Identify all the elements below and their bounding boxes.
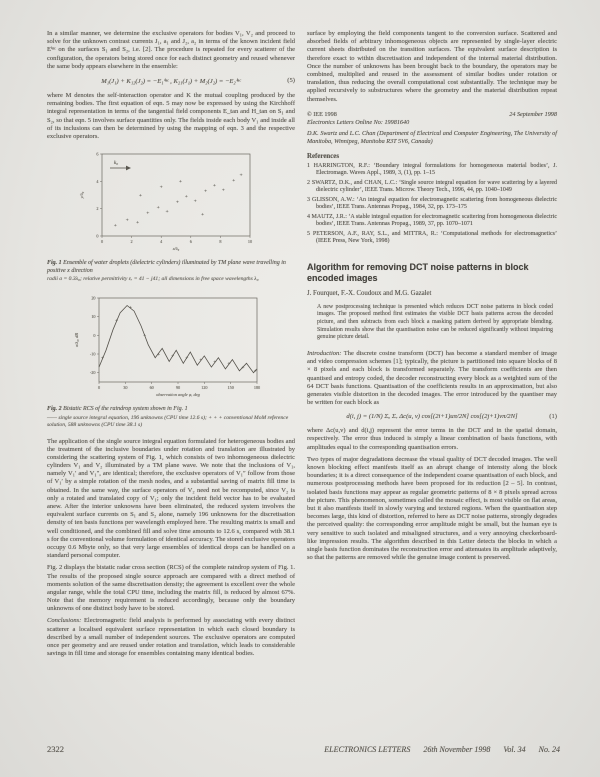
article1-paragraph-4: Fig. 2 displays the bistatic radar cross section (RCS) of the complete raindrop system of Fig. 1. The results of the proposed single source approach are compared with a direct method of moments solution of the same discretisation density; the agreement is excellent over the whole angular range, while the total CPU time, including the matrix fill, is reduced by almost 67%. Note that the memory requirement is reduced accordingly, because only the boundary unknowns of one distinct body have to be stored. (47, 564, 295, 613)
page-number: 2322 (47, 744, 64, 754)
reference-item-4: 4 MAUTZ, J.R.: ‘A stable integral equation for electromagnetic scattering from homogeneous dielectric bodies’, IEEE Trans. Antennas Propag., 1989, 37, pp. 1070–1071 (307, 213, 557, 228)
data-marker: + (146, 210, 150, 217)
data-marker: + (227, 361, 231, 368)
article2-introduction (307, 350, 557, 407)
data-marker: + (175, 199, 180, 206)
article1-paragraph-3: The application of the single source integral equation formulated for heterogeneous bodies and the treatment of the inclusive boundaries under rotation and translation are illustrated by considering the scattering system of Fig. 1, which consists of two inhomogeneous dielectric cylinders V₁ and V₂ illuminated by a TM plane wave. We note that the inclusions of V₁, namely V₁′ and V₁″, are identical; therefore, the exclusive operators of V₁″ follow from those of V₁′ by a simple rotation of the mesh nodes, and a substantial saving of matrix fill time is obtained. In the same way, the surface operators of V₂ need not be recomputed, since V₂ is only a rotated and translated copy of V₁; only the incident field vector has to be evaluated anew. After the interior unknowns have been eliminated, the reduced system involves the equivalent surface currents on S₁ and S₂ alone, namely 196 unknowns for the discretisation density of ten basis functions per wavelength employed here. The resulting matrix is small and well conditioned, and the combined fill and solve time amounts to 12.6 s, compared with 38.1 s for the conventional volume formulation of identical accuracy. The stored exclusive operators occupy 0.6 Mbyte only, so that very large ensembles of identical drops can be handled on a standard personal computer. (47, 437, 295, 560)
data-marker: + (135, 220, 140, 227)
article2-authors: J. Fourquet, F.-X. Coudoux and M.G. Gazalet (307, 289, 432, 297)
data-marker: + (129, 305, 133, 312)
equation-5-number: (5) (287, 76, 295, 84)
article1-paragraph-1: In a similar manner, we determine the exclusive operators for bodies V₁, V₂ and proceed to solve for the unknown contrast currents J₁, a₁ and J₂, a₂ in terms of the known incident field Eⁱⁿᶜ on the surfaces S₁ and S₂, i.e. [2]. The procedure is repeated for every scatterer of the configuration, the operators being stored once for each distinct geometry and reused whenever the same body appears elsewhere in the ensemble: (47, 30, 295, 70)
data-marker: + (165, 209, 169, 216)
fig1-caption (47, 260, 295, 275)
x-axis-label: observation angle φ, deg (156, 392, 200, 398)
introduction-label: Introduction: (307, 349, 342, 357)
fig2-caption-text: Bistatic RCS of the raindrop system shown in Fig. 1 (63, 406, 188, 413)
fig2-caption (47, 406, 295, 414)
data-marker: + (178, 179, 183, 186)
online-number: Electronics Letters Online No: 19981640 (307, 118, 410, 126)
issue-date: 26th November 1998 (423, 745, 491, 754)
x-tick-label: 0 (100, 239, 104, 245)
incident-wave-label: k₀ (114, 161, 118, 167)
y-tick-label: 10 (91, 314, 96, 320)
y-tick-label: 4 (96, 178, 99, 184)
data-marker: + (204, 188, 208, 195)
x-tick-label: 6 (189, 239, 192, 245)
figure-1 (47, 148, 295, 283)
equation-1-number: (1) (549, 413, 557, 421)
article1-paragraph-2: where M denotes the self-interaction operator and K the mutual coupling produced by the remaining bodies. The first equation of eqn. 5 may now be expressed by using the Kirchhoff integral representation in terms of the tangential field components E_tan and H_tan on S₁ and S₂, so that eqn. 5 involves surface quantities only. The fields inside each body V₁ and inside all of its inclusions can then be determined by using the mapping of eqn. 3 and the respective exclusive operators. (47, 91, 295, 140)
article2-title: Algorithm for removing DCT noise patterns in block encoded images (307, 261, 529, 283)
data-marker: + (114, 318, 119, 325)
reference-item-1: 1 HARRINGTON, R.F.: ‘Boundary integral formulations for homogeneous material bodies’, J. Electromagn. Waves Appl., 1989, 3, (1), pp. 1–15 (307, 162, 557, 176)
data-marker: + (184, 194, 188, 201)
article1-conclusions (47, 617, 295, 658)
fig1-caption-note: radii a = 0.3λ₀; relative permittivity εᵣ = 41 − j41; all dimensions in free space wavelengths λ₀ (47, 276, 259, 283)
received-date: 24 September 1998 (509, 110, 557, 118)
journal-name: ELECTRONICS LETTERS (324, 745, 411, 754)
x-tick-label: 90 (175, 385, 181, 391)
x-axis-label: x/λ₀ (172, 246, 180, 252)
data-marker: + (221, 187, 225, 194)
data-marker: + (241, 364, 245, 371)
fig2-caption-label: Fig. 2 (47, 406, 62, 413)
fig1-caption-label: Fig. 1 (47, 260, 62, 267)
article2-after-equation: where Δc(u,v) and d(i,j) represent the error terms in the DCT and in the spatial domain, respectively. The error thus induced is simply a linear combination of basis functions, with amplitudes equal to the corresponding quantisation errors. (307, 427, 557, 451)
issue-number: No. 24 (538, 745, 560, 754)
equation-5 (47, 77, 295, 85)
data-marker: + (113, 222, 117, 229)
equation-1-body: d(i, j) = (1/N) Σᵤ Σᵥ Δc(u, v) cos[(2i+1)uπ/2N] cos[(2j+1)vπ/2N] (346, 413, 518, 421)
y-axis-label: y/λ₀ (79, 191, 84, 199)
x-tick-label: 4 (160, 239, 163, 245)
x-tick-label: 120 (201, 385, 208, 391)
journal-footer-line (324, 745, 560, 754)
reference-item-2: 2 SWARTZ, D.K., and CHAN, L.C.: ‘Single source integral equation for wave scattering by a layered dielectric cylinder’, IEEE Trans. Microw. Theory Tech., 1996, 44, pp. 1040–1049 (307, 179, 557, 193)
data-marker: + (213, 359, 217, 366)
data-marker: + (159, 184, 163, 191)
data-marker: + (156, 205, 160, 212)
article2-paragraph-2: Two types of major degradations decrease the visual quality of DCT decoded images. The well known blocking effect manifests itself as an abrupt change of intensity along the block boundaries; it is a direct consequence of the independent coarse quantisation of each block, and numerous postprocessing methods have been proposed for its reduction [2 – 5]. In contrast, isolated basis functions may appear as regular geometric patterns of 8 × 8 pixels spread across the picture. This phenomenon, sometimes called the mosaic effect, is most visible on flat areas, but it also manifests itself in slowly varying and textured regions. When the quantisation step becomes large, this kind of distortion, referred to here as DCT noise patterns, strongly degrades the perceived quality: the corresponding error amplitude might be small, but the human eye is very sensitive to such isolated and misaligned structures, and a very annoying checkerboard-like impression results. The algorithm described in this Letter detects the blocks in which a single basis function dominates the reconstruction error and attenuates its amplitude adaptively, so that the patterns are removed while the genuine image content is preserved. (307, 455, 557, 562)
references-heading: References (307, 152, 340, 160)
data-marker: + (157, 351, 161, 358)
copyright-notice: © IEE 1998 (307, 110, 337, 118)
fig1-caption-text: Ensemble of water droplets (dielectric cylinders) illuminated by TM plane wave travelling in positive x direction (47, 260, 286, 274)
plot-frame (102, 154, 250, 236)
data-marker: + (232, 177, 236, 184)
introduction-text: The discrete cosine transform (DCT) has become a standard member of image and video compression schemes [1]; typically, the picture is partitioned into square blocks of 8 × 8 pixels and each block is transformed separately. The transform coefficients are then quantised and entropy coded, the decoder reconstructing every block as a weighted sum of the 64 DCT basis functions. Quantisation of the coefficients results in an approximation, but also generates visible distortion in the decoded images. The error introduced by the quantiser may be written for each block as (307, 349, 557, 407)
x-tick-label: 60 (149, 385, 154, 391)
y-tick-label: 0 (93, 332, 96, 338)
data-marker: + (193, 198, 197, 205)
article1-right-paragraph: surface by employing the field components tangent to the conversion surface. Scattered and absorbed fields of arbitrary inhomogeneous objects are represented by single-layer electric current sheets distributed on the transition surfaces. The equivalent surface description is therefore exact to within discretisation and independent of the internal material distribution. Once the number of unknowns has been brought back to the boundary, the operators may be combined, multiplied and reused in the assessment of similar bodies under rotation or translation, thus reducing the overall computational cost substantially. The technique may be applied recursively to substructures where the geometry and the material distribution repeat themselves. (307, 30, 557, 103)
equation-1 (307, 413, 557, 420)
left-column (47, 30, 295, 662)
conclusions-label: Conclusions: (47, 617, 82, 625)
x-tick-label: 2 (130, 239, 133, 245)
x-tick-label: 10 (247, 239, 253, 245)
y-tick-label: 6 (96, 151, 99, 157)
y-axis-label: σ/λ₀, dB (74, 333, 79, 347)
x-tick-label: 30 (123, 385, 128, 391)
data-marker: + (239, 172, 243, 179)
data-marker: + (125, 217, 129, 224)
fig2-rcs-plot (71, 292, 271, 404)
y-tick-label: 0 (96, 233, 99, 239)
x-tick-label: 8 (219, 239, 222, 245)
data-marker: + (185, 355, 189, 362)
data-marker: + (212, 183, 217, 190)
x-tick-label: 180 (253, 385, 261, 391)
x-tick-label: 0 (97, 385, 101, 391)
fig2-caption-note: —— single source integral equation, 196 unknowns (CPU time 12.6 s); + + + conventional MoM reference solution, 588 unknowns (CPU time 38.1 s) (47, 414, 289, 428)
data-curve (99, 306, 257, 373)
y-tick-label: -20 (89, 370, 96, 376)
data-marker: + (199, 357, 203, 364)
y-tick-label: 2 (96, 206, 99, 212)
y-tick-label: 20 (91, 295, 96, 301)
article1-author-affiliation: D.K. Swartz and L.C. Chan (Department of Electrical and Computer Engineering, The University of Manitoba, Winnipeg, Manitoba R3T 5V6, Canada) (307, 129, 557, 145)
data-marker: + (171, 353, 175, 360)
equation-5-body: M₁(J₁) + K₁₂(J₂) = −E₁ⁱⁿᶜ , K₂₁(J₁) + M₂(J₂) = −E₂ⁱⁿᶜ (101, 77, 241, 85)
reference-item-5: 5 PETERSON, A.F., RAY, S.L., and MITTRA, R.: ‘Computational methods for electromagnetics’ (IEEE Press, New York, 1998) (307, 231, 557, 245)
volume: Vol. 34 (503, 745, 526, 754)
figure-2 (47, 292, 295, 428)
y-tick-label: -10 (89, 351, 96, 357)
data-marker: + (138, 192, 143, 199)
fig1-droplet-plot (76, 148, 266, 258)
right-column (307, 30, 557, 566)
x-tick-label: 150 (227, 385, 234, 391)
data-marker: + (143, 333, 147, 340)
data-marker: + (100, 355, 105, 362)
page-footer (47, 744, 560, 754)
article2-abstract: A new postprocessing technique is presented which reduces DCT noise patterns in block coded images. The proposed method first estimates the visible DCT basis patterns across the decoded picture, and then subtracts from each block a masking pattern derived by appropriate blending. Simulation results show that the quantisation noise can be reduced significantly without impairing genuine picture detail. (317, 303, 553, 341)
conclusions-text: Electromagnetic field analysis is performed by associating with every distinct scatterer a localised equivalent surface representation in which each closed boundary is described by a small number of independent sources. The exclusive operators are computed once per geometry and are reused under rotation and translation, which leads to considerable savings in fill time and storage for ensembles containing many identical bodies. (47, 617, 295, 658)
incident-wave-arrowhead (126, 166, 131, 171)
copyright-row (307, 111, 557, 118)
data-marker: + (253, 368, 257, 375)
reference-item-3: 3 GLISSON, A.W.: ‘An integral equation for electromagnetic scattering from homogeneous dielectric bodies’, IEEE Trans. Antennas Propag., 1984, 32, pp. 173–175 (307, 196, 557, 211)
data-marker: + (201, 211, 205, 218)
